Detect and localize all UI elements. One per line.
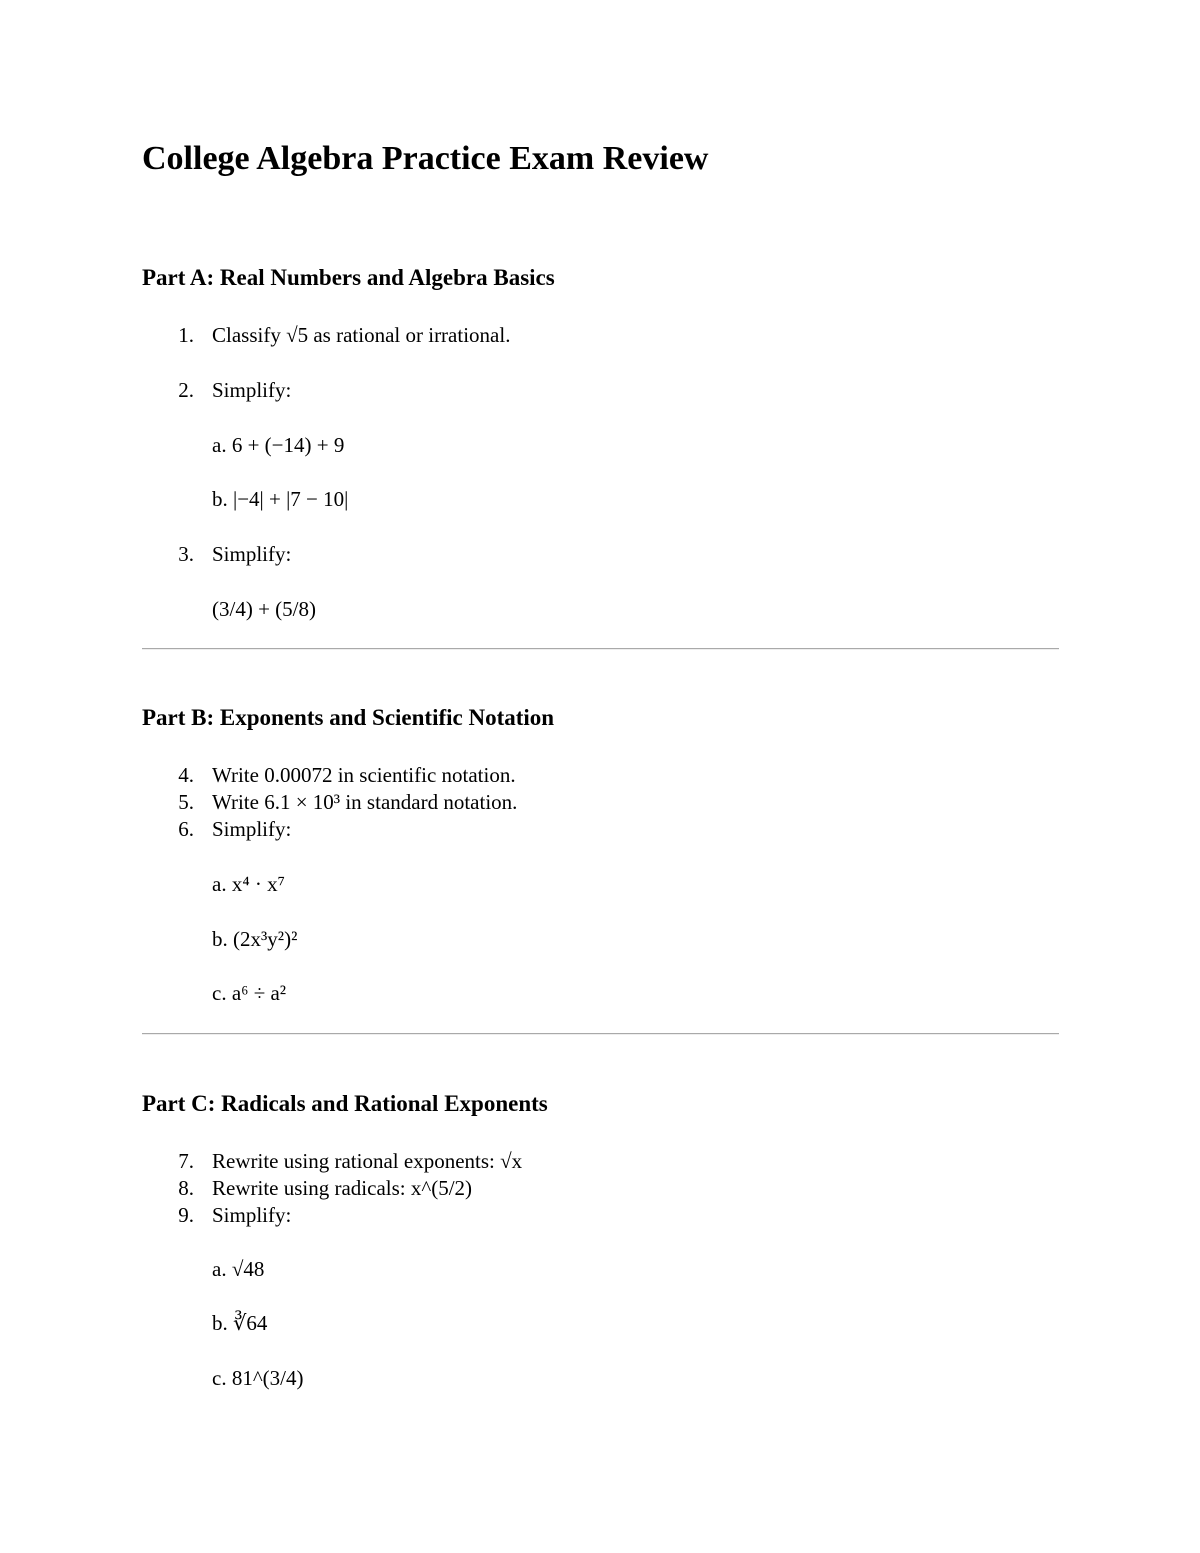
question-number: 8.	[178, 1176, 194, 1200]
page-title: College Algebra Practice Exam Review	[142, 140, 709, 177]
question-2a: a. 6 + (−14) + 9	[212, 433, 345, 457]
question-text: Simplify:	[212, 542, 292, 566]
question-text: Simplify:	[212, 378, 292, 402]
section-heading-part-c: Part C: Radicals and Rational Exponents	[142, 1091, 548, 1116]
section-heading-part-b: Part B: Exponents and Scientific Notation	[142, 705, 555, 730]
section-heading-part-a: Part A: Real Numbers and Algebra Basics	[142, 265, 555, 290]
question-3-expression: (3/4) + (5/8)	[212, 597, 316, 621]
question-number: 4.	[178, 763, 194, 787]
horizontal-rule	[142, 648, 1059, 650]
question-9a: a. √48	[212, 1257, 265, 1281]
question-9b: b. ∛64	[212, 1311, 268, 1335]
question-6b: b. (2x³y²)²	[212, 927, 298, 951]
question-number: 2.	[178, 378, 194, 402]
question-number: 3.	[178, 542, 194, 566]
question-9c: c. 81^(3/4)	[212, 1366, 304, 1390]
question-number: 5.	[178, 790, 194, 814]
question-text: Simplify:	[212, 817, 292, 841]
question-text: Write 0.00072 in scientific notation.	[212, 763, 516, 787]
question-number: 1.	[178, 323, 194, 347]
horizontal-rule	[142, 1033, 1059, 1035]
question-number: 6.	[178, 817, 194, 841]
question-text: Write 6.1 × 10³ in standard notation.	[212, 790, 518, 814]
question-text: Classify √5 as rational or irrational.	[212, 323, 511, 347]
question-6c: c. a⁶ ÷ a²	[212, 981, 287, 1005]
question-text: Rewrite using radicals: x^(5/2)	[212, 1176, 473, 1200]
question-2b: b. |−4| + |7 − 10|	[212, 487, 349, 511]
question-6a: a. x⁴ · x⁷	[212, 872, 285, 896]
question-text: Rewrite using rational exponents: √x	[212, 1149, 523, 1173]
question-text: Simplify:	[212, 1203, 292, 1227]
question-number: 9.	[178, 1203, 194, 1227]
question-number: 7.	[178, 1149, 194, 1173]
